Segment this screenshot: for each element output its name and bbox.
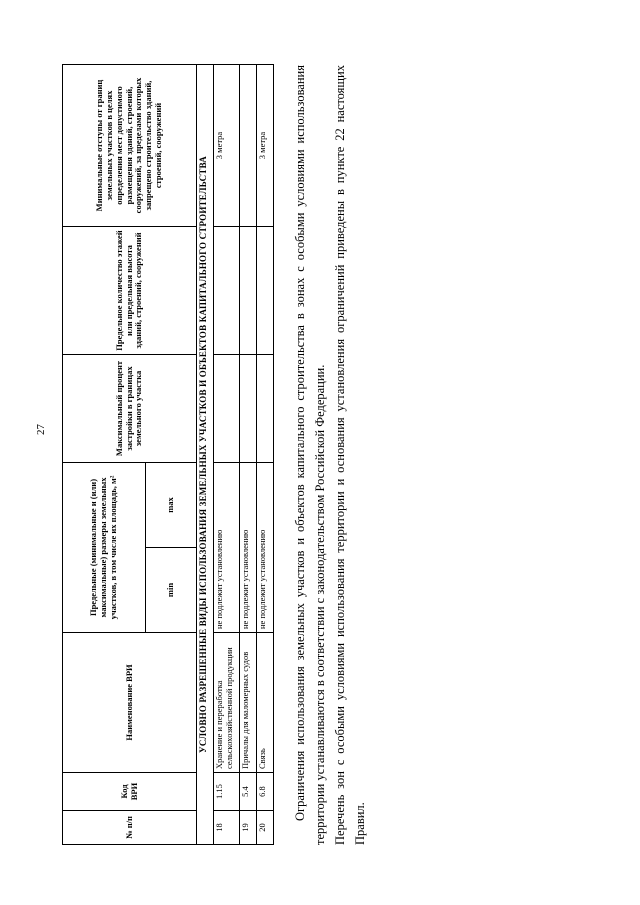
row-code: 5.4: [240, 773, 257, 811]
row-floors: [257, 227, 274, 355]
table-row: [214, 65, 240, 845]
row-name: Хранение и переработка сельскохозяйственной продукции: [214, 633, 240, 773]
page-number: 27: [35, 424, 47, 435]
row-percent: [257, 355, 274, 463]
row-setback: 3 метра: [257, 65, 274, 227]
table-row: [257, 65, 274, 845]
row-num: 18: [214, 811, 240, 845]
table-row: [240, 65, 257, 845]
row-num: 20: [257, 811, 274, 845]
header-min: min: [146, 548, 197, 633]
section-title: УСЛОВНО РАЗРЕШЕННЫЕ ВИДЫ ИСПОЛЬЗОВАНИЯ ЗЕМЕЛЬНЫХ УЧАСТКОВ И ОБЪЕКТОВ КАПИТАЛЬНОГО СТРОИТЕЛЬСТВА: [197, 65, 214, 845]
row-setback: 3 метра: [214, 65, 240, 227]
zoning-parameters-table: [62, 64, 274, 845]
row-name: Причалы для маломерных судов: [240, 633, 257, 773]
row-name: Связь: [257, 633, 274, 773]
row-percent: [240, 355, 257, 463]
row-area: не подлежит установлению: [240, 463, 257, 633]
restrictions-paragraph: [290, 65, 370, 845]
header-name: Наименование ВРИ: [63, 633, 197, 773]
header-max: max: [146, 463, 197, 548]
row-floors: [240, 227, 257, 355]
header-floors: Предельное количество этажей или предельная высота зданий, строений, сооружений: [63, 227, 197, 355]
row-area: не подлежит установлению: [214, 463, 240, 633]
header-setback: Минимальные отступы от границ земельных участков в целях определения мест допустимого размещения зданий, строений, сооружений, за пределами которых запрещено строительство зданий, строений, сооружений: [63, 65, 197, 227]
paragraph-zone-list: Перечень зон с особыми условиями использования территории и основания установления ограничений приведены в пункте 22 настоящих Правил.: [333, 65, 367, 845]
header-area: Предельные (минимальные и (или) максимальные) размеры земельных участков, в том числе их площадь, м²: [63, 463, 146, 633]
paragraph-restrictions: Ограничения использования земельных участков и объектов капитального строительства в зонах с особыми условиями использования территории устанавливаются в соответствии с законодательством Российской Федерации.: [293, 65, 327, 845]
row-code: 1.15: [214, 773, 240, 811]
row-setback: [240, 65, 257, 227]
row-floors: [214, 227, 240, 355]
header-percent: Максимальный процент застройки в границах земельного участка: [63, 355, 197, 463]
row-percent: [214, 355, 240, 463]
header-num: № п/п: [63, 811, 197, 845]
row-code: 6.8: [257, 773, 274, 811]
row-num: 19: [240, 811, 257, 845]
row-area: не подлежит установлению: [257, 463, 274, 633]
rotated-page-content: [0, 55, 640, 855]
header-code: Код ВРИ: [63, 773, 197, 811]
